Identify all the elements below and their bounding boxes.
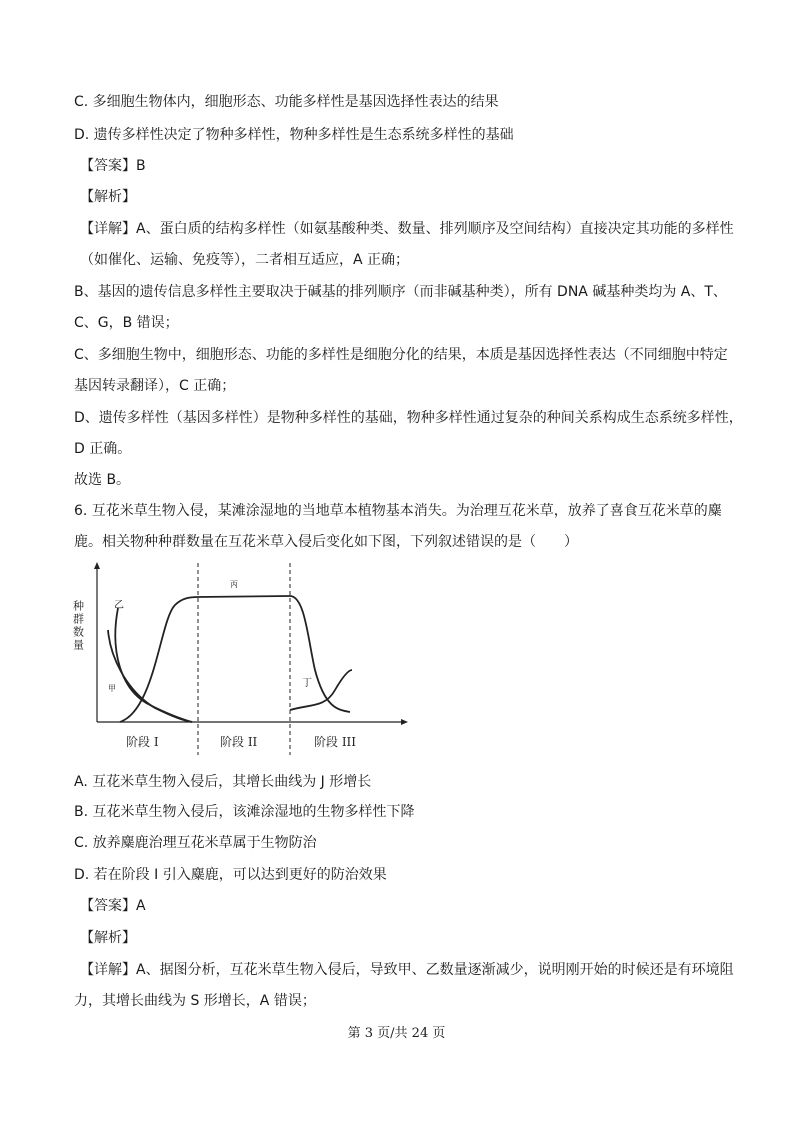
explanation-d-cont: D 正确。 [74, 441, 132, 457]
choose-b: 故选 B。 [74, 472, 131, 488]
label-bing: 丙 [230, 580, 238, 589]
option-d: D. 若在阶段 I 引入麋鹿，可以达到更好的防治效果 [74, 867, 387, 883]
curve-jia [108, 630, 192, 722]
label-yi: 乙 [114, 600, 124, 611]
stage-label-3: 阶段 III [314, 735, 357, 749]
population-graph [71, 560, 410, 760]
curve-bing [120, 596, 350, 722]
explanation-b-cont: C、G，B 错误； [74, 315, 179, 331]
label-jia: 甲 [108, 684, 116, 693]
explanation-b: B、基因的遗传信息多样性主要取决于碱基的排列顺序（而非碱基种类），所有 DNA 碱基种类均为 A、T、 [74, 284, 727, 300]
option-d-prev: D. 遗传多样性决定了物种多样性，物种多样性是生态系统多样性的基础 [74, 127, 514, 143]
explanation-a-cont: （如催化、运输、免疫等），二者相互适应，A 正确； [80, 252, 410, 268]
page-footer: 第 3 页/共 24 页 [347, 1026, 446, 1041]
y-axis-label: 种群数量 [71, 600, 85, 652]
stage-label-1: 阶段 I [126, 735, 159, 749]
label-ding: 丁 [302, 678, 312, 689]
answer-tag-6: 【答案】A [80, 898, 146, 914]
curve-yi [115, 608, 192, 722]
answer-tag: 【答案】B [80, 158, 146, 174]
analysis-tag-6: 【解析】 [80, 930, 136, 946]
y-axis-arrow [94, 562, 100, 569]
option-a: A. 互花米草生物入侵后，其增长曲线为 J 形增长 [74, 774, 372, 790]
stage-label-2: 阶段 II [220, 735, 258, 749]
explanation-a: 【详解】A、蛋白质的结构多样性（如氨基酸种类、数量、排列顺序及空间结构）直接决定其功能的多样性 [80, 221, 734, 237]
option-b: B. 互花米草生物入侵后，该滩涂湿地的生物多样性下降 [74, 804, 415, 820]
analysis-tag: 【解析】 [80, 189, 136, 205]
option-c-prev: C. 多细胞生物体内，细胞形态、功能多样性是基因选择性表达的结果 [74, 94, 499, 110]
question-6: 6. 互花米草生物入侵，某滩涂湿地的当地草本植物基本消失。为治理互花米草，放养了喜食互花米草的麋 [74, 503, 722, 519]
explanation-6a-cont: 力，其增长曲线为 S 形增长，A 错误； [74, 993, 316, 1009]
option-c: C. 放养麋鹿治理互花米草属于生物防治 [74, 835, 317, 851]
x-axis-arrow [401, 719, 408, 725]
question-6-cont: 鹿。相关物种种群数量在互花米草入侵后变化如下图，下列叙述错误的是（ ） [74, 534, 578, 550]
explanation-c: C、多细胞生物中，细胞形态、功能的多样性是细胞分化的结果，本质是基因选择性表达（不同细胞中特定 [74, 347, 728, 363]
explanation-c-cont: 基因转录翻译），C 正确； [74, 378, 236, 394]
explanation-6a: 【详解】A、据图分析，互花米草生物入侵后，导致甲、乙数量逐渐减少，说明刚开始的时候还是有环境阻 [80, 962, 734, 978]
explanation-d: D、遗传多样性（基因多样性）是物种多样性的基础，物种多样性通过复杂的种间关系构成生态系统多样性， [74, 410, 743, 426]
